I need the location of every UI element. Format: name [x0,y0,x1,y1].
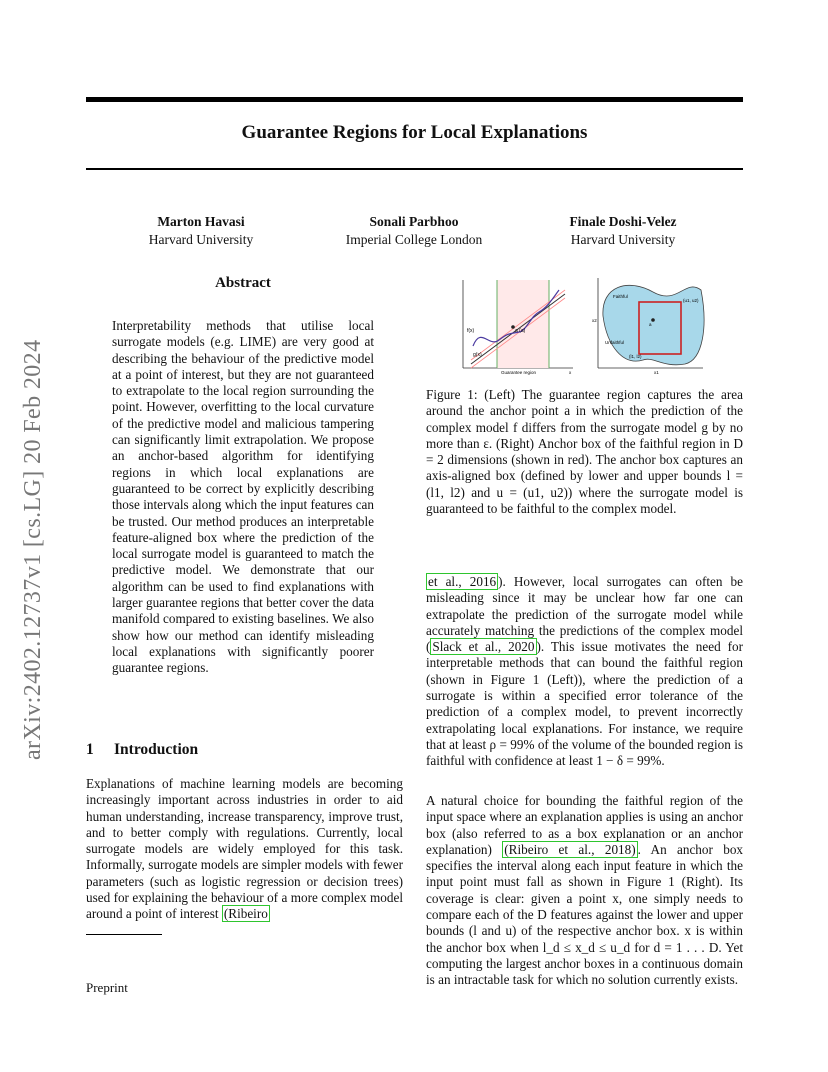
figure-right-panel [592,278,704,375]
section-title: Introduction [114,741,199,758]
citation-link[interactable]: Slack et al., 2020 [432,639,535,655]
label-l: (l1, l2) [629,354,642,359]
paragraph-text: ). This issue motivates the need for interpretable methods that can bound the faithful region (shown in Figure 1 (Left)), where the prediction of a surrogate is within a specified error tolerance of the prediction of a complex model, to prevent incorrectly extrapolating local explanations. For instance, we require that at least ρ = 99% of the volume of the bounded region is faithful with confidence at least 1 − δ = 99%. [426,639,743,769]
figure-1 [453,276,753,376]
paper-title: Guarantee Regions for Local Explanations [241,122,588,143]
arxiv-side-stamp: arXiv:2402.12737v1 [cs.LG] 20 Feb 2024 [20,339,46,760]
label-g: g(x) [473,352,482,358]
label-faithful: Faithful [613,294,628,299]
right-column-paragraph-2 [426,793,743,989]
label-f: f(x) [467,328,475,334]
figure-1-caption: Figure 1: (Left) The guarantee region captures the area around the anchor point a in which the prediction of the complex model f differs from the surrogate model g by no more than ε. (Right) Anchor box of the faithful region in D = 2 dimensions (shown in red). The anchor box captures an axis-aligned box (defined by lower and upper bounds l = (l1, l2) and u = (u1, u2)) where the surrogate model is guaranteed to be faithful to the complex model. [426,387,743,517]
figure-left-panel [463,280,573,375]
label-x1: x1 [654,370,659,375]
intro-text: Explanations of machine learning models are becoming increasingly important across industries in order to aid human understanding, increase transparency, improve trust, and to better comply with regulations. Currently, local surrogate models are widely employed for this task. Informally, surrogate models are simpler models with fewer parameters (such as logistic regression or decision trees) used for explaining the behaviour of a more complex model around a point of interest [86,776,403,922]
paragraph-text: ). However, local surrogates can often be misleading since it may be unclear how far one can extrapolate the prediction of the surrogate model while accurately matching the predictions of the complex model ( [426,574,743,655]
author-1 [121,213,281,249]
author-affiliation: Harvard University [570,232,676,247]
label-a-right: a [649,322,652,327]
footer-preprint: Preprint [86,980,128,995]
author-3 [543,213,703,249]
label-a: a (a) [515,328,526,334]
intro-paragraph [86,776,403,923]
author-affiliation: Harvard University [148,232,254,247]
label-u: (u1, u2) [683,298,699,303]
citation-link[interactable]: et al., 2016 [428,574,497,589]
title-top-rule [86,97,743,102]
label-x2: x2 [592,318,597,323]
author-name: Marton Havasi [157,214,245,229]
abstract-heading: Abstract [215,275,271,291]
abstract-body: Interpretability methods that utilise local surrogate models (e.g. LIME) are very good at describing the behaviour of the predictive model at a point of interest, but they are not guaranteed to extrapolate to the local region surrounding the point. However, overfitting to the local curvature of the predictive model and malicious tampering can significantly limit extrapolation. We propose an anchor-based algorithm for identifying regions in which local explanations are guaranteed to be correct by explicitly describing those intervals along which the input features can be trusted. Our method produces an interpretable feature-aligned box where the prediction of the local surrogate model is guaranteed to match the predictive model. We demonstrate that our algorithm can be used to find explanations with larger guarantee regions that better cover the data manifold compared to existing baselines. We also show how our method can identify misleading local explanations with significantly poorer guarantee regions. [112,318,374,676]
section-number: 1 [86,741,94,758]
right-column-paragraph-1 [426,574,743,770]
author-2 [324,213,504,249]
title-bottom-rule [86,168,743,170]
label-unfaithful: Unfaithful [605,340,625,345]
anchor-point-right [651,318,655,322]
paragraph-text: A natural choice for bounding the faithful region of the input space where an explanation applies is using an anchor box (also referred to as a box explanation or an anchor explanation) [426,793,743,857]
footnote-rule [86,934,162,935]
citation-link[interactable]: (Ribeiro et al., 2018) [504,841,636,857]
label-region: Guarantee region [501,370,537,375]
author-name: Sonali Parbhoo [369,214,459,229]
tolerance-band-region [497,280,549,368]
label-x: x [569,370,572,375]
citation-link[interactable]: (Ribeiro [223,906,268,922]
section-heading-introduction [86,741,198,759]
author-affiliation: Imperial College London [345,232,483,247]
author-name: Finale Doshi-Velez [569,214,677,229]
paragraph-text: . An anchor box specifies the interval along each input feature in which the input point must fall as shown in Figure 1 (Right). Its coverage is clear: given a point x, one simply needs to compare each of the D features against the lower and upper bounds (l and u) of the respective anchor box. x is within the anchor box when l_d ≤ x_d ≤ u_d for d = 1 . . . D. Yet computing the largest anchor boxes in a continuous domain is an intractable task for which no solution currently exists. [426,841,744,988]
